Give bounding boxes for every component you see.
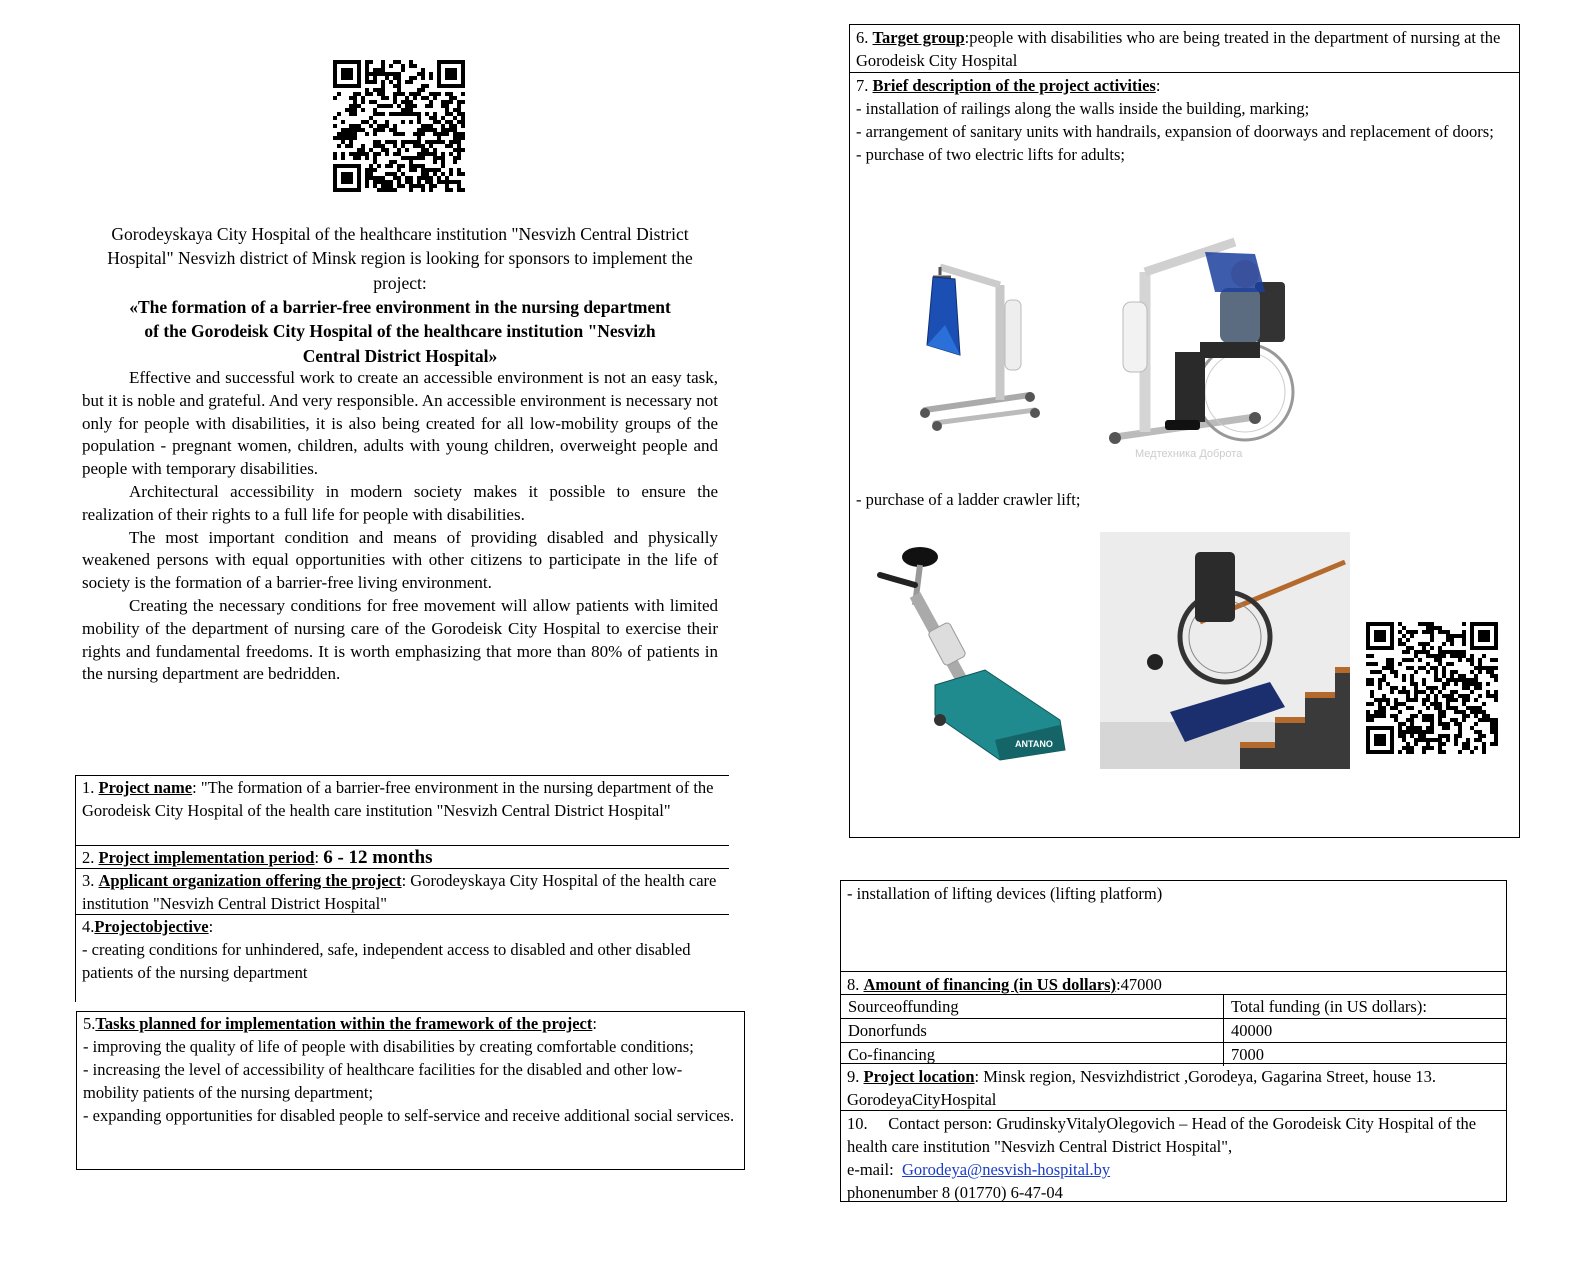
electric-lift-image [905,245,1055,440]
paragraph: Creating the necessary conditions for free movement will allow patients with limited mobility of the department of nursing care of the Gorodeisk City Hospital to exercise their rights and fundamental freedoms. It is worth emphasizing that more than 80% of patients in the nursing department are bedridden. [82,595,718,684]
tasks-label: Tasks planned for implementation within the framework of the project [95,1014,593,1033]
task-item: - expanding opportunities for disabled people to self-service and receive additional social services. [83,1106,735,1125]
paragraph: Effective and successful work to create an accessible environment is not an easy task, but it is noble and grateful. And very responsible. An accessible environment is necessary not only for people with disabilities, it is also being created for all low-mobility groups of the population - pregnant women, children, adults with young children, overweight people and people with temporary disabilities. [82,368,718,479]
section-target-group: 6. Target group:people with disabilities who are being treated in the department of nursing at the Gorodeisk City Hospital [849,24,1520,73]
header-total: Total funding (in US dollars): [1231,997,1427,1016]
financing-label: Amount of financing (in US dollars) [863,975,1117,994]
crawler-lift-image [875,545,1090,770]
activity-item: - arrangement of sanitary units with handrails, expansion of doorways and replacement of doors; [856,122,1494,141]
lifting-devices-item: - installation of lifting devices (lifting platform) [847,884,1163,903]
qr-code-top [333,60,465,192]
watermark-text: Медтехника Доброта [1135,448,1243,460]
activity-item: - purchase of two electric lifts for adults; [856,145,1125,164]
phone-number: phonenumber 8 (01770) 6-47-04 [847,1183,1063,1202]
target-group-value: :people with disabilities who are being treated in the department of nursing at the Gorodeisk City Hospital [856,28,1501,70]
section-lifting-devices [840,880,1507,972]
body-paragraphs [82,367,718,686]
table-row: Donorfunds 40000 [840,1018,1507,1042]
period-label: Project implementation period [98,848,315,867]
contact-person: Contact person: GrudinskyVitalyOlegovich – Head of the Gorodeisk City Hospital of the health care institution "Nesvizh Central District Hospital", [847,1114,1477,1156]
qr-code-right [1366,622,1498,754]
objective-label: Projectobjective [94,917,209,936]
section-location: 9. Project location: Minsk region, Nesvizhdistrict ,Gorodeya, Gagarina Street, house 13. GorodeyaCityHospital [840,1063,1507,1111]
financing-value: 47000 [1120,975,1162,994]
section-contact: 10. Contact person: GrudinskyVitalyOlegovich – Head of the Gorodeisk City Hospital of the health care institution "Nesvizh Central District Hospital", e-mail: Gorodeya@nesvish-hospital.by phonenumber 8 (01770) 6-47-04 [840,1110,1507,1202]
period-value: 6 - 12 months [323,847,433,868]
table-row: Co-financing 7000 [840,1042,1507,1066]
section-financing: 8. Amount of financing (in US dollars):47000 [840,971,1507,995]
applicant-value: : Gorodeyskaya City Hospital of the health care institution "Nesvizh Central District Hospital" [82,871,717,913]
activities-label: Brief description of the project activities [872,76,1156,95]
paragraph: Architectural accessibility in modern society makes it possible to ensure the realization of their rights to a full life for people with disabilities. [82,481,718,524]
project-name-value: : "The formation of a barrier-free environment in the nursing department of the Gorodeisk City Hospital of the health care institution "Nesvizh Central District Hospital" [82,778,714,820]
intro-text: Gorodeyskaya City Hospital of the healthcare institution "Nesvizh Central District Hospital" Nesvizh district of Minsk region is looking for sponsors to implement the project: [107,224,693,293]
target-group-label: Target group [872,28,965,47]
section-activities: 7. Brief description of the project activities: - installation of railings along the walls inside the building, marking; - arrangement of sanitary units with handrails, expansion of doorways and replacement of doors; - purchase of two electric lifts for adults; [849,72,1520,838]
table-header-row [840,994,1507,1018]
email-link[interactable]: Gorodeya@nesvish-hospital.by [901,1160,1111,1179]
project-title: «The formation of a barrier-free environment in the nursing department of the Gorodeisk City Hospital of the healthcare institution "Nesvizh Central District Hospital» [129,297,671,366]
activity-item: - installation of railings along the walls inside the building, marking; [856,99,1310,118]
section-implementation-period: 2. Project implementation period: 6 - 12 months [75,845,729,868]
section-project-name: 1. Project name: "The formation of a barrier-free environment in the nursing department of the Gorodeisk City Hospital of the health care institution "Nesvizh Central District Hospital" [75,775,729,845]
objective-value: - creating conditions for unhindered, safe, independent access to disabled and other disabled patients of the nursing department [82,940,691,982]
location-value: : Minsk region, Nesvizhdistrict ,Gorodeya, Gagarina Street, house 13. GorodeyaCityHospital [847,1067,1436,1109]
lift-with-patient-image [1105,232,1310,460]
location-label: Project location [863,1067,975,1086]
stairs-crawler-image [1100,532,1350,769]
header-source: Sourceoffunding [841,995,1224,1018]
applicant-label: Applicant organization offering the project [98,871,402,890]
activity-item-ladder: - purchase of a ladder crawler lift; [856,490,1081,509]
section-tasks: 5.Tasks planned for implementation within the framework of the project: - improving the quality of life of people with disabilities by creating comfortable conditions; - increasing the level of accessibility of healthcare facilities for the disabled and other low-mobility patients of the nursing department; - expanding opportunities for disabled people to self-service and receive additional social services. [76,1011,745,1170]
section-objective: 4.Projectobjective: - creating conditions for unhindered, safe, independent access to disabled and other disabled patients of the nursing department [75,914,729,1002]
task-item: - improving the quality of life of people with disabilities by creating comfortable conditions; [83,1037,694,1056]
task-item: - increasing the level of accessibility of healthcare facilities for the disabled and other low-mobility patients of the nursing department; [83,1060,683,1102]
section-applicant: 3. Applicant organization offering the project: Gorodeyskaya City Hospital of the health care institution "Nesvizh Central District Hospital" [75,868,729,914]
crawler-brand-text: ANTANO [1015,739,1053,749]
funding-table [840,994,1507,1066]
paragraph: The most important condition and means of providing disabled and physically weakened persons with equal opportunities with other citizens to participate in the life of society is the formation of a barrier-free living environment. [82,527,718,593]
project-name-label: Project name [98,778,193,797]
